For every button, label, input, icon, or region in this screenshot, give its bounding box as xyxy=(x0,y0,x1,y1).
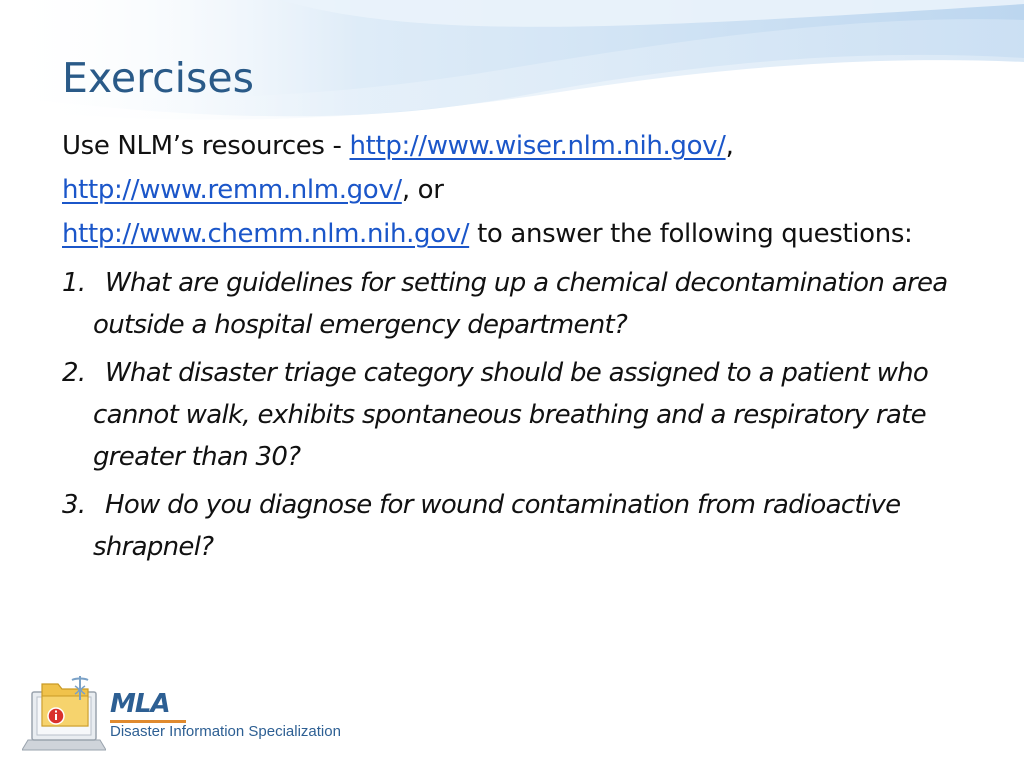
footer-logo xyxy=(22,670,382,754)
intro-prefix: Use NLM’s resources - xyxy=(62,131,350,161)
question-item xyxy=(62,352,1002,478)
question-number: 1. xyxy=(62,268,86,298)
intro-paragraph xyxy=(62,124,1002,256)
questions-list xyxy=(62,262,1002,568)
question-number: 3. xyxy=(62,490,86,520)
intro-separator-2: , or xyxy=(401,175,444,205)
question-text: How do you diagnose for wound contamination from radioactive shrapnel? xyxy=(93,490,901,562)
intro-separator-1: , xyxy=(725,131,734,161)
remm-link[interactable]: http://www.remm.nlm.gov/ xyxy=(62,175,402,205)
chemm-link[interactable]: http://www.chemm.nlm.nih.gov/ xyxy=(62,219,470,249)
slide-body xyxy=(62,124,1002,574)
intro-suffix: to answer the following questions: xyxy=(469,219,913,249)
logo-subtitle-b: Specialization xyxy=(244,723,341,740)
logo-name: MLA xyxy=(110,689,170,719)
laptop-folder-info-icon xyxy=(22,670,106,754)
logo-subtitle xyxy=(110,722,341,742)
question-text: What disaster triage category should be assigned to a patient who cannot walk, exhibits spontaneous breathing and a respiratory rate greater than 30? xyxy=(93,358,929,472)
question-item xyxy=(62,484,1002,568)
question-number: 2. xyxy=(62,358,86,388)
question-text: What are guidelines for setting up a chemical decontamination area outside a hospital emergency department? xyxy=(93,268,948,340)
wiser-link[interactable]: http://www.wiser.nlm.nih.gov/ xyxy=(349,131,726,161)
question-item xyxy=(62,262,1002,346)
logo-subtitle-a: Disaster Information xyxy=(110,723,245,740)
slide-title: Exercises xyxy=(62,54,254,102)
